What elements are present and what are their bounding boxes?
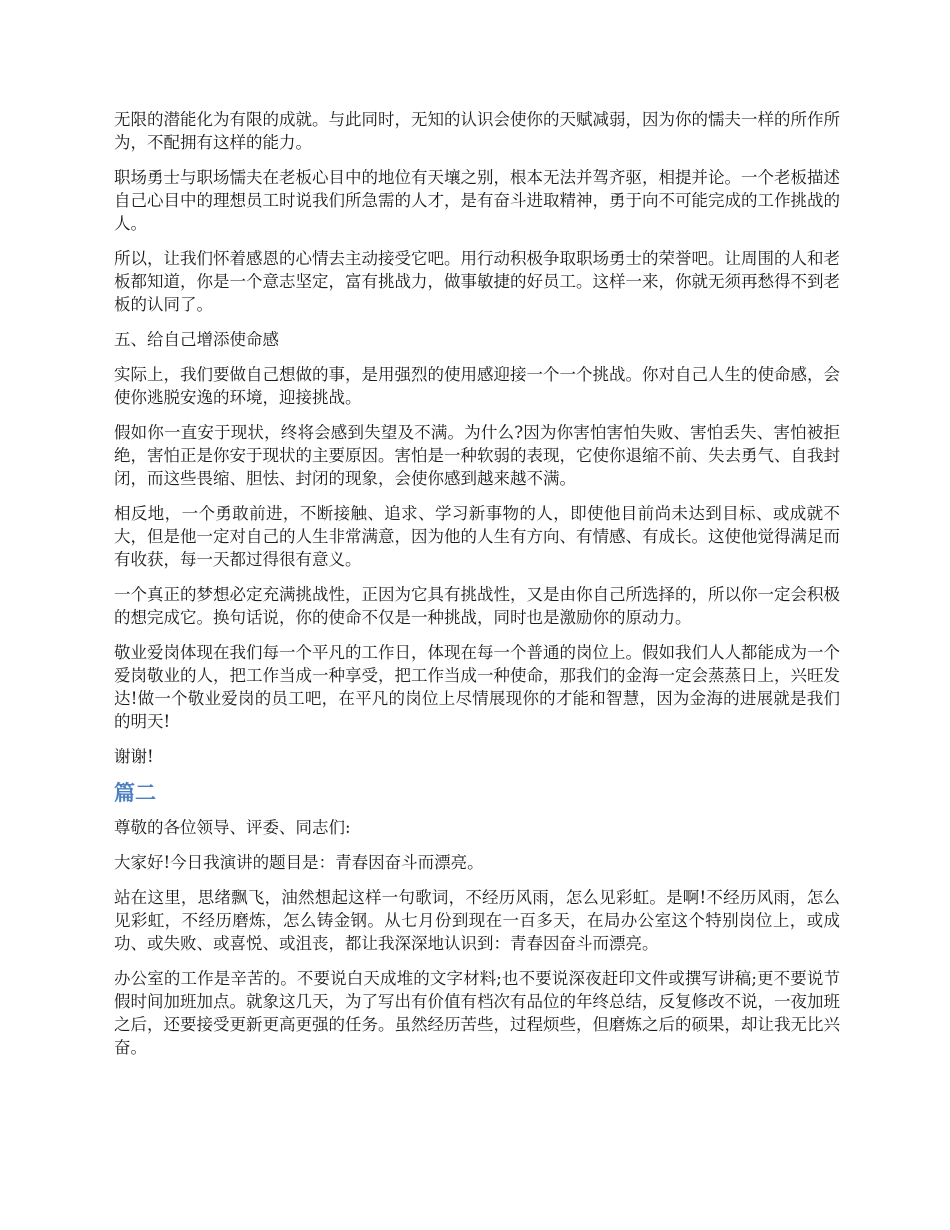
salutation: 尊敬的各位领导、评委、同志们: — [114, 818, 351, 837]
paragraph: 所以，让我们怀着感恩的心情去主动接受它吧。用行动积极争取职场勇士的荣誉吧。让周围的人和老板都知道，你是一个意志坚定，富有挑战力，做事敏捷的好员工。这样一来，你就无须再愁得不到老板的认同了。 — [114, 249, 840, 314]
paragraph: 相反地，一个勇敢前进，不断接触、追求、学习新事物的人，即使他目前尚未达到目标、或成就不大，但是他一定对自己的人生非常满意，因为他的人生有方向、有情感、有成长。这使他觉得满足而有收获，每一天都过得很有意义。 — [114, 504, 840, 569]
paragraph: 无限的潜能化为有限的成就。与此同时，无知的认识会使你的天赋减弱，因为你的懦夫一样的所作所为，不配拥有这样的能力。 — [114, 110, 840, 152]
paragraph: 职场勇士与职场懦夫在老板心目中的地位有天壤之别，根本无法并驾齐驱，相提并论。一个老板描述自己心目中的理想员工时说我们所急需的人才，是有奋斗进取精神，勇于向不可能完成的工作挑战的人。 — [114, 168, 840, 233]
subsection-heading: 五、给自己增添使命感 — [114, 330, 279, 349]
closing-thanks: 谢谢! — [114, 747, 154, 766]
paragraph: 大家好!今日我演讲的题目是：青春因奋斗而漂亮。 — [114, 853, 484, 872]
section-title: 篇二 — [114, 781, 156, 805]
document-page — [114, 108, 840, 1071]
paragraph: 一个真正的梦想必定充满挑战性，正因为它具有挑战性，又是由你自己所选择的，所以你一定会积极的想完成它。换句话说，你的使命不仅是一种挑战，同时也是激励你的原动力。 — [114, 585, 840, 627]
paragraph: 假如你一直安于现状，终将会感到失望及不满。为什么?因为你害怕害怕失败、害怕丢失、害怕被拒绝，害怕正是你安于现状的主要原因。害怕是一种软弱的表现，它使你退缩不前、失去勇气、自我封闭，而这些畏缩、胆怯、封闭的现象，会使你感到越来越不满。 — [114, 423, 840, 488]
paragraph: 办公室的工作是辛苦的。不要说白天成堆的文字材料;也不要说深夜赶印文件或撰写讲稿;更不要说节假时间加班加点。就象这几天，为了写出有价值有档次有品位的年终总结，反复修改不说，一夜加班之后，还要接受更新更高更强的任务。虽然经历苦些，过程烦些，但磨炼之后的硕果，却让我无比兴奋。 — [114, 969, 840, 1057]
paragraph: 实际上，我们要做自己想做的事，是用强烈的使用感迎接一个一个挑战。你对自己人生的使命感，会使你逃脱安逸的环境，迎接挑战。 — [114, 365, 840, 407]
paragraph: 站在这里，思绪飘飞，油然想起这样一句歌词，不经历风雨，怎么见彩虹。是啊!不经历风雨，怎么见彩虹，不经历磨炼，怎么铸金钢。从七月份到现在一百多天，在局办公室这个特别岗位上，或成功、或失败、或喜悦、或沮丧，都让我深深地认识到：青春因奋斗而漂亮。 — [114, 888, 840, 953]
paragraph: 敬业爱岗体现在我们每一个平凡的工作日，体现在每一个普通的岗位上。假如我们人人都能成为一个爱岗敬业的人，把工作当成一种享受，把工作当成一种使命，那我们的金海一定会蒸蒸日上，兴旺发达!做一个敬业爱岗的员工吧，在平凡的岗位上尽情展现你的才能和智慧，因为金海的进展就是我们的明天! — [114, 643, 840, 731]
